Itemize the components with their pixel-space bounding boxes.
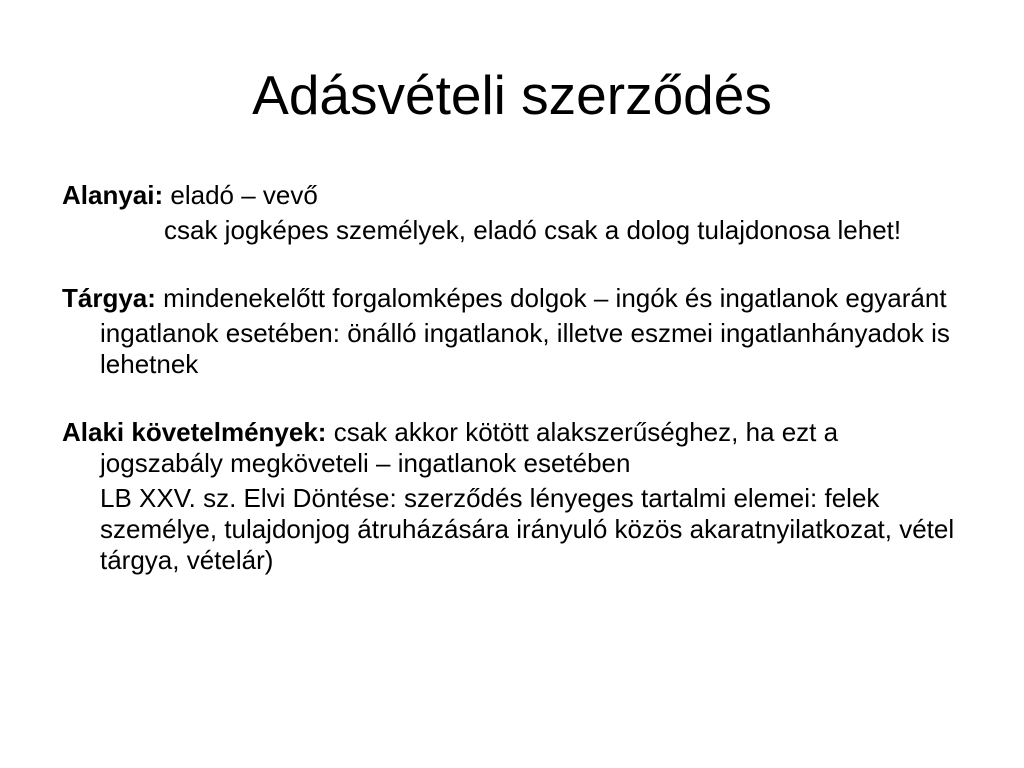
section-text: csak akkor kötött alakszerűséghez, ha ezt a jogszabály megköveteli – ingatlanok esetében — [100, 417, 839, 478]
section-detail: ingatlanok esetében: önálló ingatlanok, illetve eszmei ingatlanhányadok is lehetnek — [100, 318, 950, 379]
section-label: Alanyai: — [62, 180, 164, 210]
section-label: Alaki követelmények: — [62, 417, 327, 447]
section-detail: LB XXV. sz. Elvi Döntése: szerződés lényeges tartalmi elemei: felek személye, tulajdonjog átruházására irányuló közös akaratnyilatkozat, vétel tárgya, vételár) — [100, 483, 955, 575]
section-text: eladó – vevő — [170, 180, 318, 210]
section-formal-requirements — [62, 417, 962, 479]
section-text: mindenekelőtt forgalomképes dolgok – ingók és ingatlanok egyaránt — [163, 283, 947, 313]
slide-body — [62, 180, 962, 576]
section-detail: csak jogképes személyek, eladó csak a dolog tulajdonosa lehet! — [164, 215, 902, 245]
section-subject — [62, 283, 962, 314]
section-parties — [62, 180, 962, 211]
slide-title: Adásvételi szerződés — [252, 64, 772, 126]
section-label: Tárgya: — [62, 283, 156, 313]
